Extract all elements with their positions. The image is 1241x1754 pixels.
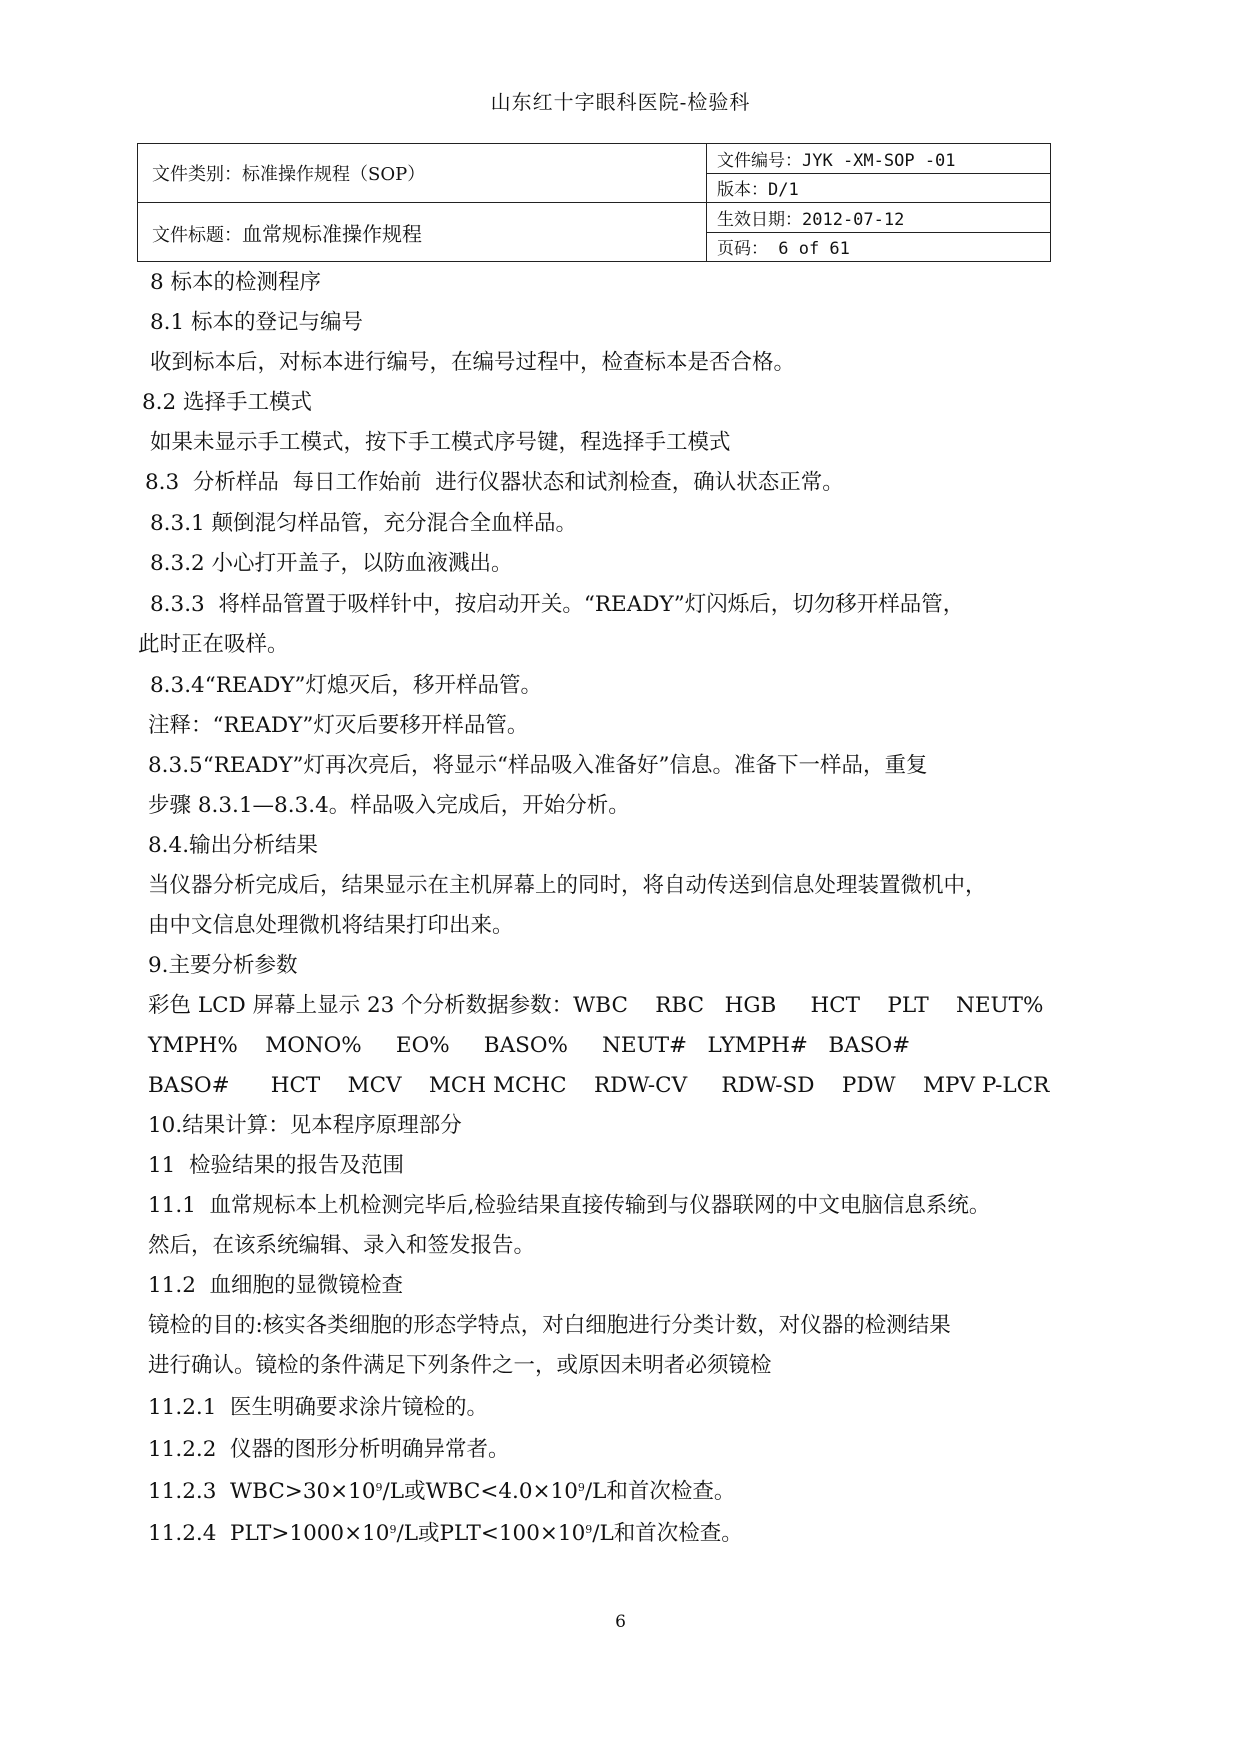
paragraph-line: 11.2.1 医生明确要求涂片镜检的。 [148,1395,489,1420]
subsection-heading: 8.1 标本的登记与编号 [150,310,364,335]
paragraph-line: 8.3.5“READY”灯再次亮后，将显示“样品吸入准备好”信息。准备下一样品，重复 [148,753,928,778]
paragraph-line: 8.3.3 将样品管置于吸样针中，按启动开关。“READY”灯闪烁后，切勿移开样品管， [150,592,965,617]
paragraph-line: 彩色 LCD 屏幕上显示 23 个分析数据参数：WBC RBC HGB HCT PLT NEUT% [148,993,1044,1018]
paragraph-line: 8.3 分析样品 每日工作始前 进行仪器状态和试剂检查，确认状态正常。 [145,470,844,495]
doc-number-cell: 文件编号：JYK -XM-SOP -01 [707,144,1051,174]
page-header: 山东红十字眼科医院-检验科 [490,90,751,114]
section-heading: 9.主要分析参数 [148,953,298,978]
paragraph-line: 步骤 8.3.1—8.3.4。样品吸入完成后，开始分析。 [148,793,630,818]
document-meta-table [137,143,1051,262]
page-number: 6 [615,1612,626,1632]
paragraph-line: 然后，在该系统编辑、录入和签发报告。 [148,1233,536,1258]
page-info-cell: 页码： 6 of 61 [707,232,1051,262]
subsection-heading: 8.2 选择手工模式 [142,390,313,415]
subsection-heading: 11.2 血细胞的显微镜检查 [148,1273,404,1298]
section-heading: 10.结果计算：见本程序原理部分 [148,1113,462,1138]
paragraph-line: 收到标本后，对标本进行编号，在编号过程中，检查标本是否合格。 [150,350,796,375]
paragraph-line: 11.2.3 $WBC>30\times 10^9/L$或$WBC<4.0\times 10^9/L$和首次检查。 [148,1479,736,1504]
paragraph-line: 此时正在吸样。 [138,632,289,657]
paragraph-line: 进行确认。镜检的条件满足下列条件之一，或原因未明者必须镜检 [148,1353,772,1378]
paragraph-line: YMPH% MONO% EO% BASO% NEUT# LYMPH# BASO# [148,1033,911,1058]
paragraph-line: 注释：“READY”灯灭后要移开样品管。 [148,713,529,738]
doc-title-cell [138,203,707,262]
effective-date-cell: 生效日期：2012-07-12 [707,203,1051,233]
paragraph-line: 11.2.2 仪器的图形分析明确异常者。 [148,1437,510,1462]
paragraph-line: 11.2.4 $PLT>1000\times 10^9/L$或$PLT<100\times 10^9/L$和首次检查。 [148,1521,743,1546]
doc-version-cell: 版本：D/1 [707,173,1051,203]
paragraph-line: 镜检的目的:核实各类细胞的形态学特点，对白细胞进行分类计数，对仪器的检测结果 [148,1313,951,1338]
paragraph-line: 8.3.2 小心打开盖子，以防血液溅出。 [150,551,513,576]
section-heading: 11 检验结果的报告及范围 [148,1153,405,1178]
paragraph-line: 如果未显示手工模式，按下手工模式序号键，程选择手工模式 [150,430,731,455]
subsection-heading: 8.4.输出分析结果 [148,833,319,858]
paragraph-line: 由中文信息处理微机将结果打印出来。 [148,913,514,938]
doc-category-cell: 文件类别：标准操作规程（SOP） [138,144,707,203]
paragraph-line: BASO# HCT MCV MCH MCHC RDW-CV RDW-SD PDW MPV P-LCR [148,1073,1050,1098]
paragraph-line: 8.3.4“READY”灯熄灭后，移开样品管。 [150,673,543,698]
doc-title-value: 血常规标准操作规程 [242,221,422,246]
doc-title-label: 文件标题： [152,224,242,246]
paragraph-line: 11.1 血常规标本上机检测完毕后,检验结果直接传输到与仪器联网的中文电脑信息系统。 [148,1193,991,1218]
paragraph-line: 8.3.1 颠倒混匀样品管，充分混合全血样品。 [150,511,578,536]
paragraph-line: 当仪器分析完成后，结果显示在主机屏幕上的同时，将自动传送到信息处理装置微机中， [148,873,987,898]
section-heading: 8 标本的检测程序 [150,270,322,295]
